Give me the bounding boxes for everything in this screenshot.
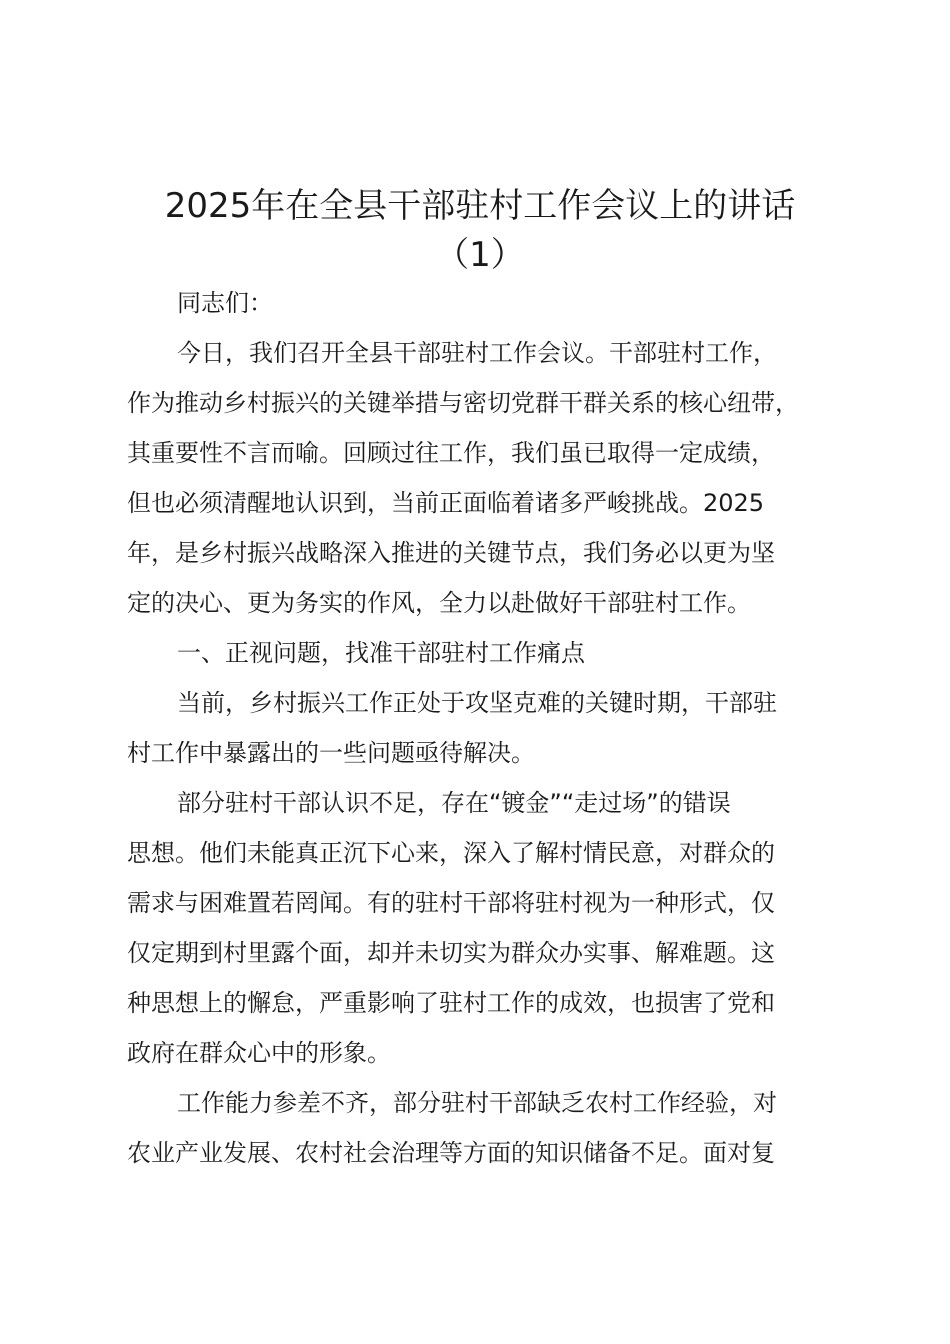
paragraph-line: 村工作中暴露出的一些问题亟待解决。 (127, 739, 535, 767)
paragraph-line: 年，是乡村振兴战略深入推进的关键节点，我们务必以更为坚 (127, 539, 775, 567)
paragraph-line: 其重要性不言而喻。回顾过往工作，我们虽已取得一定成绩， (127, 439, 775, 467)
document-title-number: （1） (435, 235, 525, 275)
paragraph-line: 作为推动乡村振兴的关键举措与密切党群干群关系的核心纽带， (127, 389, 799, 417)
paragraph-line: 农业产业发展、农村社会治理等方面的知识储备不足。面对复 (127, 1139, 775, 1167)
paragraph-line: 政府在群众心中的形象。 (127, 1039, 391, 1067)
paragraph-line: 需求与困难置若罔闻。有的驻村干部将驻村视为一种形式，仅 (127, 889, 775, 917)
paragraph-line: 种思想上的懈怠，严重影响了驻村工作的成效，也损害了党和 (127, 989, 775, 1017)
paragraph-line: 但也必须清醒地认识到，当前正面临着诸多严峻挑战。2025 (127, 489, 765, 517)
salutation: 同志们： (177, 289, 273, 317)
paragraph-line: 定的决心、更为务实的作风，全力以赴做好干部驻村工作。 (127, 589, 751, 617)
section-heading: 一、正视问题，找准干部驻村工作痛点 (177, 639, 585, 667)
paragraph-line: 当前，乡村振兴工作正处于攻坚克难的关键时期，干部驻 (177, 689, 777, 717)
paragraph-line: 思想。他们未能真正沉下心来，深入了解村情民意，对群众的 (127, 839, 775, 867)
paragraph-line: 仅定期到村里露个面，却并未切实为群众办实事、解难题。这 (127, 939, 775, 967)
document-title: 2025年在全县干部驻村工作会议上的讲话 (164, 186, 796, 226)
paragraph-line: 工作能力参差不齐，部分驻村干部缺乏农村工作经验，对 (177, 1089, 777, 1117)
paragraph-line: 今日，我们召开全县干部驻村工作会议。干部驻村工作， (177, 339, 777, 367)
paragraph-line: 部分驻村干部认识不足，存在“镀金”“走过场”的错误 (177, 789, 731, 817)
